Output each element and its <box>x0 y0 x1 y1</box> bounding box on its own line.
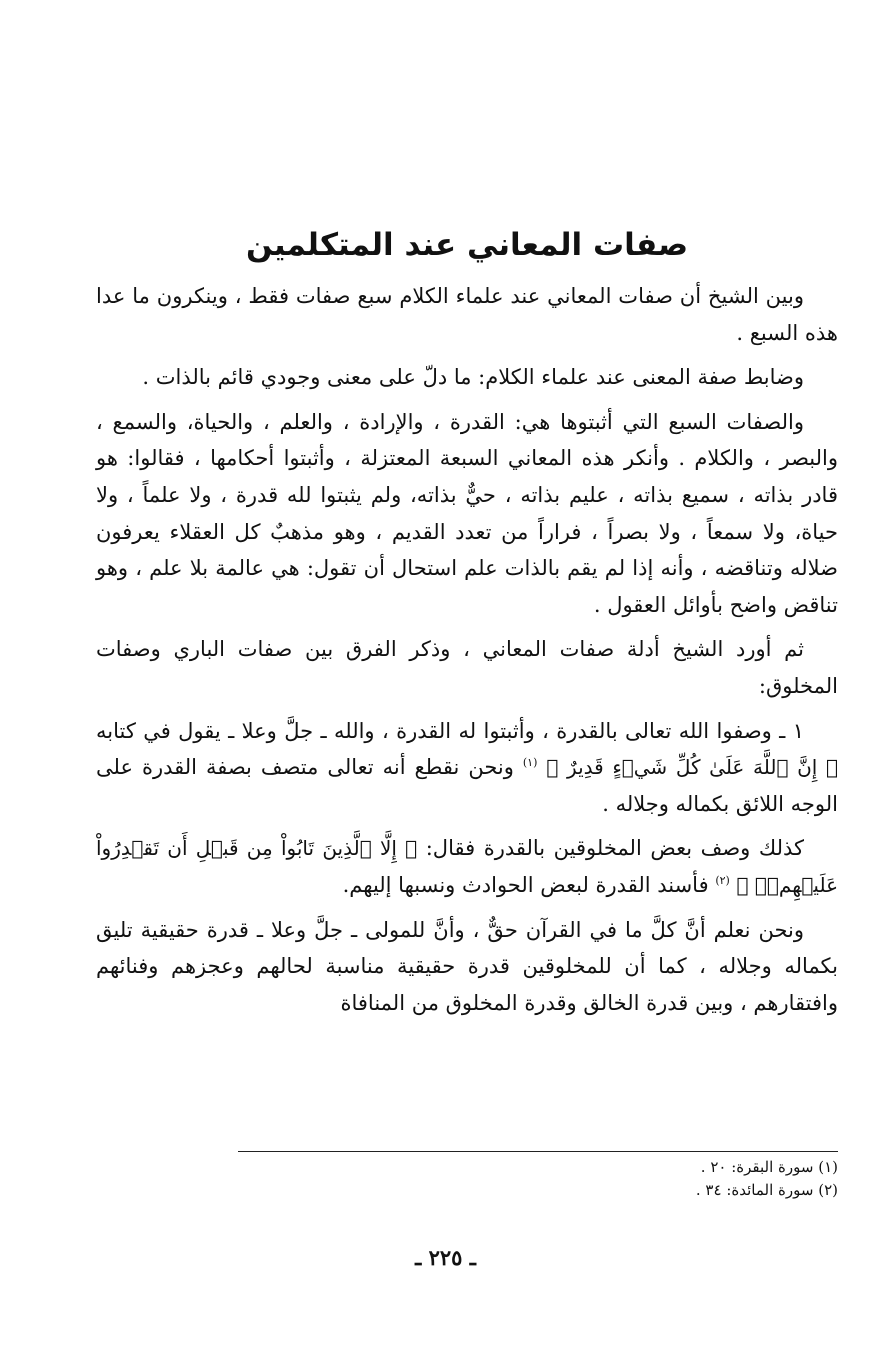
paragraph-text: فأسند القدرة لبعض الحوادث ونسبها إليهم. <box>342 872 709 897</box>
paragraph-definition: وضابط صفة المعنى عند علماء الكلام: ما دلّ على معنى وجودي قائم بالذات . <box>142 365 804 390</box>
footnote-marker[interactable]: (١) <box>522 756 538 770</box>
paragraph-power-of-creatures <box>96 830 838 903</box>
paragraph-text: ونحن نقطع أنه تعالى متصف بصفة القدرة على الوجه اللائق بكماله وجلاله . <box>96 755 838 816</box>
paragraph-attributes-list: والصفات السبع التي أثبتوها هي: القدرة ، والإرادة ، والعلم ، والحياة، والسمع ، والبصر ، والكلام . وأنكر هذه المعاني السبعة المعتزلة ، وأثبتوا أحكامها ، فقالوا: هو قادر بذاته ، سميع بذاته ، عليم بذاته ، حيٌّ بذاته، ولم يثبتوا لله قدرة ، ولا علماً ، ولا حياة، ولا سمعاً ، ولا بصراً ، فراراً من تعدد القديم ، وهو مذهبٌ كل العقلاء يعرفون ضلاله وتناقضه ، وأنه إذا لم يقم بالذات علم استحال أن تقول: هي عالمة بلا علم ، وهو تناقض واضح بأوائل العقول . <box>96 409 838 617</box>
quran-verse: ﴿ إِنَّ ٱللَّهَ عَلَىٰ كُلِّ شَيۡءٍ قَدِيرٌ ﴾ <box>546 755 839 780</box>
footnote-item: (١) سورة البقرة: ٢٠ . <box>700 1158 838 1176</box>
paragraph-text: كذلك وصف بعض المخلوقين بالقدرة فقال: <box>425 836 804 861</box>
page-number: ـ ٢٢٥ ـ <box>415 1245 476 1270</box>
footnote-item: (٢) سورة المائدة: ٣٤ . <box>695 1181 838 1199</box>
quran-verse: ﴿ إِلَّا ٱلَّذِينَ تَابُواْ مِن قَبۡلِ أَن تَقۡدِرُواْ عَلَيۡهِمۡۖ ﴾ <box>96 836 838 897</box>
footnote-divider <box>238 1151 838 1152</box>
footnotes <box>96 1156 838 1202</box>
paragraph-power-of-god <box>96 713 838 823</box>
paragraph-seven-attributes: وبين الشيخ أن صفات المعاني عند علماء الكلام سبع صفات فقط ، وينكرون ما عدا هذه السبع . <box>96 284 838 345</box>
paragraph-true-power: ونحن نعلم أنَّ كلَّ ما في القرآن حقٌّ ، وأنَّ للمولى ـ جلَّ وعلا ـ قدرة حقيقية تليق بكماله وجلاله ، كما أن للمخلوقين قدرة حقيقية مناسبة لحالهم وعجزهم وفنائهم وافتقارهم ، وبين قدرة الخالق وقدرة المخلوق من المنافاة <box>96 917 838 1015</box>
paragraph-text: ١ ـ وصفوا الله تعالى بالقدرة ، وأثبتوا له القدرة ، والله ـ جلَّ وعلا ـ يقول في كتابه <box>96 718 804 743</box>
section-title: صفات المعاني عند المتكلمين <box>245 227 689 263</box>
body-text <box>96 278 838 1021</box>
paragraph-proofs-intro: ثم أورد الشيخ أدلة صفات المعاني ، وذكر الفرق بين صفات الباري وصفات المخلوق: <box>96 637 838 698</box>
footnote-marker[interactable]: (٢) <box>715 873 730 887</box>
